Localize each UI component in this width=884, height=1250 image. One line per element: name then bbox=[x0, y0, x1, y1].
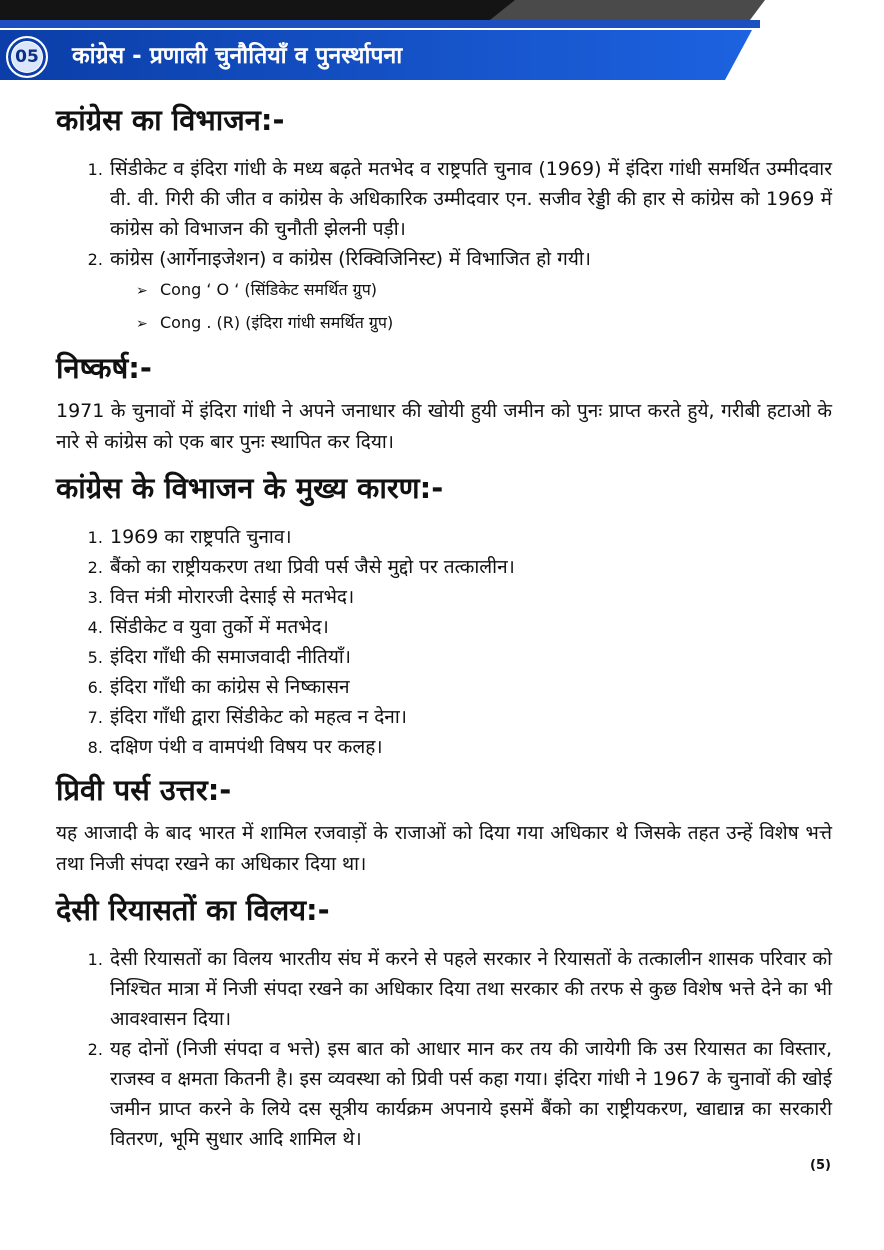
header-top-grey-stripe bbox=[490, 0, 765, 20]
split-reasons-list bbox=[56, 522, 832, 762]
chapter-number-badge: 05 bbox=[6, 36, 48, 78]
arrow-bullet-icon: ➢ bbox=[136, 316, 148, 332]
list-item: 3. वित्त मंत्री मोरारजी देसाई से मतभेद। bbox=[108, 582, 832, 612]
list-item: 1. सिंडीकेट व इंदिरा गांधी के मध्य बढ़ते मतभेद व राष्ट्रपति चुनाव (1969) में इंदिरा गांधी समर्थित उम्मीदवार वी. वी. गिरी की जीत व कांग्रेस के अधिकारिक उम्मीदवार एन. सजीव रेड्डी की हार से कांग्रेस को 1969 में कांग्रेस को विभाजन की चुनौती झेलनी पड़ी। bbox=[108, 154, 832, 244]
list-item: 2. यह दोनों (निजी संपदा व भत्ते) इस बात को आधार मान कर तय की जायेगी कि उस रियासत का विस्तार, राजस्व व क्षमता कितनी है। इस व्यवस्था को प्रिवी पर्स कहा गया। इंदिरा गांधी ने 1967 के चुनावों की खोई जमीन प्राप्त करने के लिये दस सूत्रीय कार्यक्रम अपनाये इसमें बैंको का राष्ट्रीयकरण, खाद्यान्न का सरकारी वितरण, भूमि सुधार आदि शामिल थे। bbox=[108, 1034, 832, 1154]
chapter-title: कांग्रेस - प्रणाली चुनौतियाँ व पुनर्स्थापना bbox=[72, 43, 403, 69]
congress-split-list bbox=[56, 154, 832, 274]
list-item: 5. इंदिरा गाँधी की समाजवादी नीतियाँ। bbox=[108, 642, 832, 672]
list-item: 2. कांग्रेस (आर्गेनाइजेशन) व कांग्रेस (रिक्विजिनिस्ट) में विभाजित हो गयी। bbox=[108, 244, 832, 274]
page-number: (5) bbox=[810, 1158, 831, 1173]
header-blue-line bbox=[0, 20, 760, 28]
arrow-bullet-icon: ➢ bbox=[136, 283, 148, 299]
page-content bbox=[56, 100, 832, 1162]
list-item: 2. बैंको का राष्ट्रीयकरण तथा प्रिवी पर्स जैसे मुद्दो पर तत्कालीन। bbox=[108, 552, 832, 582]
conclusion-paragraph: 1971 के चुनावों में इंदिरा गांधी ने अपने जनाधार की खोयी हुयी जमीन को पुनः प्राप्त करते हुये, गरीबी हटाओ के नारे से कांग्रेस को एक बार पुनः स्थापित कर दिया। bbox=[56, 400, 832, 453]
list-item: 8. दक्षिण पंथी व वामपंथी विषय पर कलह। bbox=[108, 732, 832, 762]
list-item: 6. इंदिरा गाँधी का कांग्रेस से निष्कासन bbox=[108, 672, 832, 702]
list-item: ➢ Cong . (R) (इंदिरा गांधी समर्थित ग्रुप) bbox=[136, 307, 832, 340]
list-item: 4. सिंडीकेट व युवा तुर्को में मतभेद। bbox=[108, 612, 832, 642]
privy-purse-paragraph: यह आजादी के बाद भारत में शामिल रजवाड़ों के राजाओं को दिया गया अधिकार थे जिसके तहत उन्हें विशेष भत्ते तथा निजी संपदा रखने का अधिकार दिया था। bbox=[56, 822, 832, 875]
section-heading-princely-merger: देसी रियासतों का विलय:- bbox=[56, 893, 330, 927]
list-item: 1. 1969 का राष्ट्रपति चुनाव। bbox=[108, 522, 832, 552]
section-heading-congress-split: कांग्रेस का विभाजन:- bbox=[56, 103, 285, 137]
list-item: 1. देसी रियासतों का विलय भारतीय संघ में करने से पहले सरकार ने रियासतों के तत्कालीन शासक परिवार को निश्चित मात्रा में निजी संपदा रखने का अधिकार दिया तथा सरकार की तरफ से कुछ विशेष भत्ते देने का भी आवश्वासन दिया। bbox=[108, 944, 832, 1034]
section-heading-conclusion: निष्कर्ष:- bbox=[56, 351, 152, 385]
list-item: ➢ Cong ‘ O ‘ (सिंडिकेट समर्थित ग्रुप) bbox=[136, 274, 832, 307]
header-top-black-stripe bbox=[0, 0, 515, 20]
section-heading-split-reasons: कांग्रेस के विभाजन के मुख्य कारण:- bbox=[56, 471, 444, 505]
section-heading-privy-purse: प्रिवी पर्स उत्तर:- bbox=[56, 773, 232, 807]
princely-merger-list bbox=[56, 944, 832, 1154]
congress-groups-sublist bbox=[56, 274, 832, 340]
list-item: 7. इंदिरा गाँधी द्वारा सिंडीकेट को महत्व न देना। bbox=[108, 702, 832, 732]
